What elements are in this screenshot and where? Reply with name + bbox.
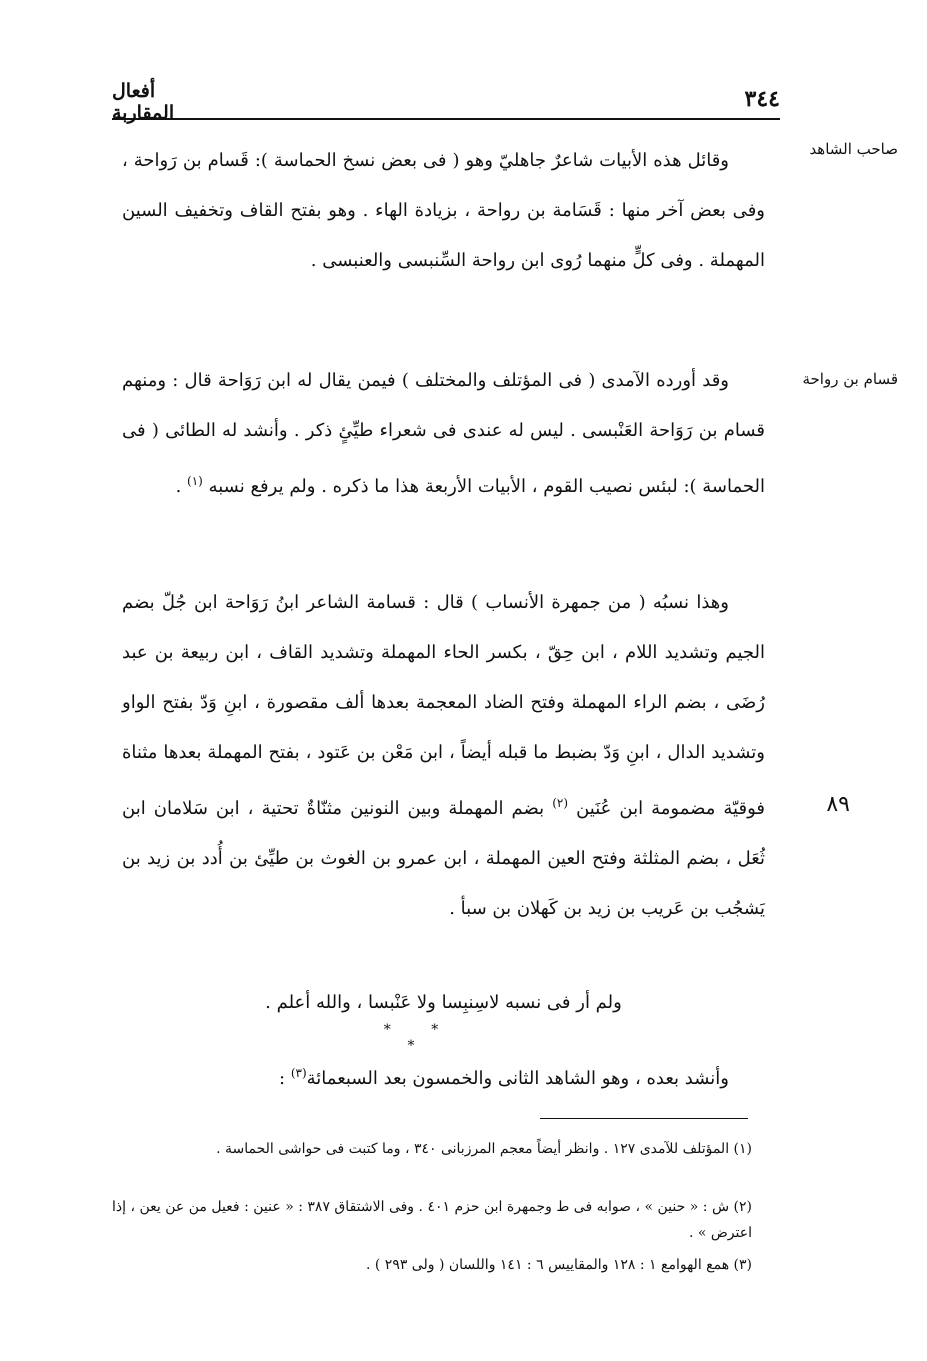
header-rule (112, 118, 780, 120)
footnote-ref-2: (٢) (552, 796, 569, 810)
footnote-ref-3: (٣) (290, 1066, 307, 1080)
margin-note-qassam: قسام بن رواحة (802, 370, 898, 388)
footnote-rule (540, 1118, 748, 1119)
paragraph-3-continued: بضم المهملة وبين النونين مثنّاةٌ تحتية ، ابن سَلامان ابن ثُعَل ، بضم المثلثة وفتح العين المهملة ، ابن عمرو بن الغوث بن طيِّئ بن أُدد بن زيد بن يَشجُب بن عَريب بن زيد بن كَهلان بن سبأ . (122, 798, 765, 919)
verse-intro (122, 1048, 765, 1104)
footnote-3: (٣) همع الهوامع ١ : ١٢٨ والمقاييس ٦ : ١٤١ واللسان ( ولى ٢٩٣ ) . (365, 1257, 752, 1273)
paragraph-3 (122, 578, 765, 934)
paragraph-2-text: وقد أورده الآمدى ( فى المؤتلف والمختلف ) فيمن يقال له ابن رَوَاحة قال : ومنهم قسام بن رَوَاحة العَنْبسى . ليس له عندى فى شعراء طيِّئٍ ذكر . وأنشد له الطائى ( فى الحماسة ): لبئس نصيب القوم ، الأبيات الأربعة هذا ما ذكره . ولم يرفع نسبه (122, 370, 765, 497)
margin-number: ٨٩ (826, 792, 850, 817)
verse-intro-text: وأنشد بعده ، وهو الشاهد الثانى والخمسون بعد السبعمائة (306, 1068, 729, 1089)
paragraph-1-text: وقائل هذه الأبيات شاعرٌ جاهليّ وهو ( فى بعض نسخ الحماسة ): قَسام بن رَواحة ، وفى بعض آخر منها : قَسَامة بن رواحة ، بزيادة الهاء . وهو بفتح القاف وتخفيف السين المهملة . وفى كلٍّ منهما رُوى ابن رواحة السِّنبسى والعنبسى . (122, 150, 765, 271)
section-separator: * * * (383, 1022, 457, 1054)
paragraph-3-text: وهذا نسبُه ( من جمهرة الأنساب ) قال : قسامة الشاعر ابنُ رَوَاحة ابن جُلّ بضم الجيم وتشديد اللام ، ابن حِقّ ، بكسر الحاء المهملة وتشديد القاف ، ابن ربيعة بن عبد رُضَى ، بضم الراء المهملة وفتح الضاد المعجمة بعدها ألف مقصورة ، ابنِ وَدّ بفتح الواو وتشديد الدال ، ابنِ وَدّ بضبط ما قبله أيضاً ، ابن مَعْن بن عَتود ، بفتح المهملة بعدها مثناة فوقيّة مضمومة ابن عُنَين (122, 592, 765, 819)
footnote-ref-1: (١) (187, 474, 203, 488)
verse-intro-colon: : (279, 1068, 286, 1089)
paragraph-1 (122, 136, 765, 286)
running-title: أفعال المقاربة (112, 80, 175, 124)
closing-line: ولم أر فى نسبه لاسِنبِسا ولا عَنْبسا ، والله أعلم . (265, 992, 622, 1013)
paragraph-2: وقد أورده الآمدى ( فى المؤتلف والمختلف ) فيمن يقال له ابن رَوَاحة قال : ومنهم قسام بن رَوَاحة العَنْبسى . ليس له عندى فى شعراء طيِّئٍ ذكر . وأنشد له الطائى ( فى الحماسة ): لبئس نصيب القوم ، الأبيات الأربعة هذا ما ذكره . ولم يرفع نسبه $^{(١)}$ . (122, 370, 765, 497)
footnote-2: (٢) ش : « حنين » ، صوابه فى ط وجمهرة ابن حزم ٤٠١ . وفى الاشتقاق ٣٨٧ : « عنين : فعيل من عن يعن ، إذا اعترض » . (112, 1199, 752, 1241)
page-number: ٣٤٤ (744, 86, 780, 112)
margin-note-author: صاحب الشاهد (809, 140, 898, 158)
footnote-1: (١) المؤتلف للآمدى ١٢٧ . وانظر أيضاً معجم المرزبانى ٣٤٠ ، وما كتبت فى حواشى الحماسة . (216, 1141, 752, 1157)
